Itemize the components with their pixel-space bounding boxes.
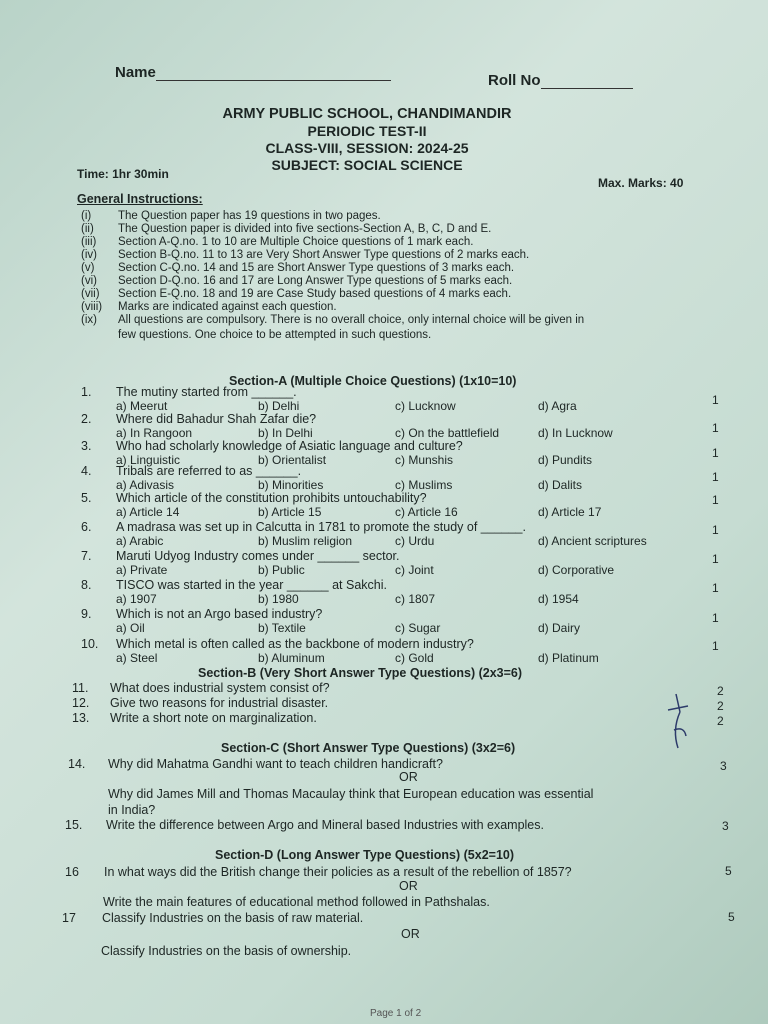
mcq-number: 5. — [81, 491, 92, 505]
roll-label: Roll No — [488, 72, 541, 89]
mcq-mark: 1 — [712, 421, 719, 435]
mcq-question-text: Maruti Udyog Industry comes under ______ sector. — [116, 549, 400, 563]
mcq-option: c) Joint — [395, 563, 434, 577]
mcq-number: 6. — [81, 520, 92, 534]
mcq-question-text: Where did Bahadur Shah Zafar die? — [116, 412, 317, 426]
instruction-text: Section B-Q.no. 11 to 13 are Very Short Answer Type questions of 2 marks each. — [118, 249, 530, 261]
q16-text: In what ways did the British change their policies as a result of the rebellion of 1857? — [104, 865, 572, 879]
mcq-number: 3. — [81, 439, 92, 453]
mcq-mark: 1 — [712, 552, 719, 566]
name-blank — [156, 66, 391, 81]
mcq-option: d) Dairy — [538, 621, 581, 635]
instruction-text: Marks are indicated against each question. — [118, 301, 337, 313]
max-marks: Max. Marks: 40 — [598, 176, 684, 190]
q16-mark: 5 — [725, 864, 732, 878]
mcq-question-text: The mutiny started from ______. — [116, 385, 297, 399]
mcq-option: a) Oil — [116, 621, 145, 635]
mcq-number: 4. — [81, 464, 92, 478]
instructions-title: General Instructions: — [77, 192, 203, 206]
mcq-option: c) Sugar — [395, 621, 441, 635]
mcq-option: a) Linguistic — [116, 453, 181, 467]
mcq-option: c) Gold — [395, 651, 434, 665]
q17-text: Classify Industries on the basis of raw material. — [102, 911, 364, 925]
time-allowed: Time: 1hr 30min — [77, 167, 169, 181]
mcq-number: 8. — [81, 578, 92, 592]
instruction-number: (ix) — [81, 314, 97, 326]
mcq-mark: 1 — [712, 446, 719, 460]
mcq-option: b) Delhi — [258, 399, 300, 413]
class-session: CLASS-VIII, SESSION: 2024-25 — [265, 140, 469, 156]
mcq-question-text: Which is not an Argo based industry? — [116, 607, 323, 621]
name-field — [115, 64, 391, 81]
test-name: PERIODIC TEST-II — [307, 123, 427, 139]
q17-or: OR — [401, 927, 420, 941]
instruction-text: The Question paper has 19 questions in two pages. — [118, 210, 381, 222]
q15-mark: 3 — [722, 819, 729, 833]
section-a-title: Section-A (Multiple Choice Questions) (1x10=10) — [229, 374, 517, 388]
vsa-number: 12. — [72, 696, 90, 710]
instruction-number: (viii) — [81, 301, 103, 313]
mcq-mark: 1 — [712, 470, 719, 484]
mcq-mark: 1 — [712, 611, 719, 625]
mcq-option: a) Arabic — [116, 534, 164, 548]
q17-mark: 5 — [728, 910, 735, 924]
instruction-text: Section E-Q.no. 18 and 19 are Case Study based questions of 4 marks each. — [118, 288, 512, 300]
mcq-option: d) Pundits — [538, 453, 593, 467]
q14-number: 14. — [68, 757, 86, 771]
mcq-option: b) Muslim religion — [258, 534, 353, 548]
instruction-text: The Question paper is divided into five sections-Section A, B, C, D and E. — [118, 223, 492, 235]
mcq-option: b) Aluminum — [258, 651, 325, 665]
instruction-text: few questions. One choice to be attempted in such questions. — [118, 329, 432, 341]
mcq-option: d) Platinum — [538, 651, 599, 665]
mcq-option: c) Urdu — [395, 534, 435, 548]
mcq-number: 2. — [81, 412, 92, 426]
q14-alt-line1: Why did James Mill and Thomas Macaulay think that European education was essential — [108, 787, 594, 801]
instruction-text: All questions are compulsory. There is no overall choice, only internal choice will be given in — [118, 314, 585, 326]
instruction-number: (iv) — [81, 249, 97, 261]
page-number: Page 1 of 2 — [370, 1008, 422, 1019]
mcq-mark: 1 — [712, 523, 719, 537]
instruction-text: Section C-Q.no. 14 and 15 are Short Answer Type questions of 3 marks each. — [118, 262, 515, 274]
instruction-number: (vi) — [81, 275, 97, 287]
q14-alt-line2: in India? — [108, 803, 156, 817]
mcq-option: d) Agra — [538, 399, 577, 413]
q14-text: Why did Mahatma Gandhi want to teach children handicraft? — [108, 757, 443, 771]
section-c-title: Section-C (Short Answer Type Questions) (3x2=6) — [221, 741, 516, 755]
section-b-title: Section-B (Very Short Answer Type Questions) (2x3=6) — [198, 666, 523, 680]
vsa-question-text: Write a short note on marginalization. — [110, 711, 317, 725]
instruction-text: Section A-Q.no. 1 to 10 are Multiple Choice questions of 1 mark each. — [118, 236, 474, 248]
mcq-question-text: A madrasa was set up in Calcutta in 1781 to promote the study of ______. — [116, 520, 526, 534]
mcq-option: c) 1807 — [395, 592, 436, 606]
mcq-option: b) Orientalist — [258, 453, 327, 467]
mcq-number: 9. — [81, 607, 92, 621]
instruction-number: (vii) — [81, 288, 100, 300]
mcq-option: a) In Rangoon — [116, 426, 193, 440]
mcq-option: d) In Lucknow — [538, 426, 613, 440]
mcq-option: a) Adivasis — [116, 478, 175, 492]
q14-mark: 3 — [720, 759, 727, 773]
mcq-option: a) 1907 — [116, 592, 157, 606]
vsa-mark: 2 — [717, 699, 724, 713]
mcq-question-text: Which article of the constitution prohibits untouchability? — [116, 491, 427, 505]
vsa-mark: 2 — [717, 684, 724, 698]
mcq-option: c) Muslims — [395, 478, 453, 492]
q16-or: OR — [399, 879, 418, 893]
mcq-option: c) Lucknow — [395, 399, 456, 413]
mcq-option: d) Ancient scriptures — [538, 534, 647, 548]
mcq-question-text: Tribals are referred to as ______. — [116, 464, 302, 478]
mcq-option: b) 1980 — [258, 592, 299, 606]
q17-alt-text: Classify Industries on the basis of ownership. — [101, 944, 352, 958]
q14-or: OR — [399, 770, 418, 784]
mcq-option: b) Public — [258, 563, 305, 577]
instruction-number: (i) — [81, 210, 92, 222]
mcq-option: b) In Delhi — [258, 426, 313, 440]
teacher-signature-mark — [660, 690, 694, 752]
mcq-mark: 1 — [712, 493, 719, 507]
mcq-option: a) Article 14 — [116, 505, 180, 519]
mcq-option: d) Article 17 — [538, 505, 602, 519]
vsa-question-text: What does industrial system consist of? — [110, 681, 330, 695]
mcq-number: 10. — [81, 637, 99, 651]
mcq-option: a) Private — [116, 563, 168, 577]
roll-field — [488, 72, 633, 89]
q16-number: 16 — [65, 865, 79, 879]
vsa-number: 13. — [72, 711, 90, 725]
instruction-number: (iii) — [81, 236, 97, 248]
mcq-option: d) Dalits — [538, 478, 583, 492]
mcq-mark: 1 — [712, 393, 719, 407]
mcq-option: a) Steel — [116, 651, 158, 665]
subject: SUBJECT: SOCIAL SCIENCE — [271, 157, 463, 173]
mcq-option: d) 1954 — [538, 592, 579, 606]
mcq-number: 7. — [81, 549, 92, 563]
name-label: Name — [115, 64, 156, 81]
mcq-mark: 1 — [712, 581, 719, 595]
q15-number: 15. — [65, 818, 83, 832]
q16-alt-text: Write the main features of educational method followed in Pathshalas. — [103, 895, 490, 909]
instruction-number: (v) — [81, 262, 95, 274]
mcq-question-text: Which metal is often called as the backbone of modern industry? — [116, 637, 474, 651]
q17-number: 17 — [62, 911, 76, 925]
mcq-option: a) Meerut — [116, 399, 168, 413]
roll-blank — [541, 74, 633, 89]
mcq-option: d) Corporative — [538, 563, 615, 577]
mcq-mark: 1 — [712, 639, 719, 653]
mcq-option: b) Article 15 — [258, 505, 322, 519]
section-d-title: Section-D (Long Answer Type Questions) (5x2=10) — [215, 848, 515, 862]
vsa-question-text: Give two reasons for industrial disaster. — [110, 696, 329, 710]
instruction-text: Section D-Q.no. 16 and 17 are Long Answer Type questions of 5 marks each. — [118, 275, 513, 287]
mcq-option: c) Article 16 — [395, 505, 458, 519]
instruction-number: (ii) — [81, 223, 94, 235]
mcq-option: b) Textile — [258, 621, 306, 635]
school-name: ARMY PUBLIC SCHOOL, CHANDIMANDIR — [222, 106, 512, 122]
mcq-option: c) Munshis — [395, 453, 454, 467]
mcq-option: b) Minorities — [258, 478, 324, 492]
q15-text: Write the difference between Argo and Mineral based Industries with examples. — [106, 818, 544, 832]
vsa-mark: 2 — [717, 714, 724, 728]
mcq-number: 1. — [81, 385, 92, 399]
mcq-question-text: Who had scholarly knowledge of Asiatic language and culture? — [116, 439, 463, 453]
vsa-number: 11. — [72, 681, 89, 695]
mcq-option: c) On the battlefield — [395, 426, 500, 440]
mcq-question-text: TISCO was started in the year ______ at Sakchi. — [116, 578, 387, 592]
